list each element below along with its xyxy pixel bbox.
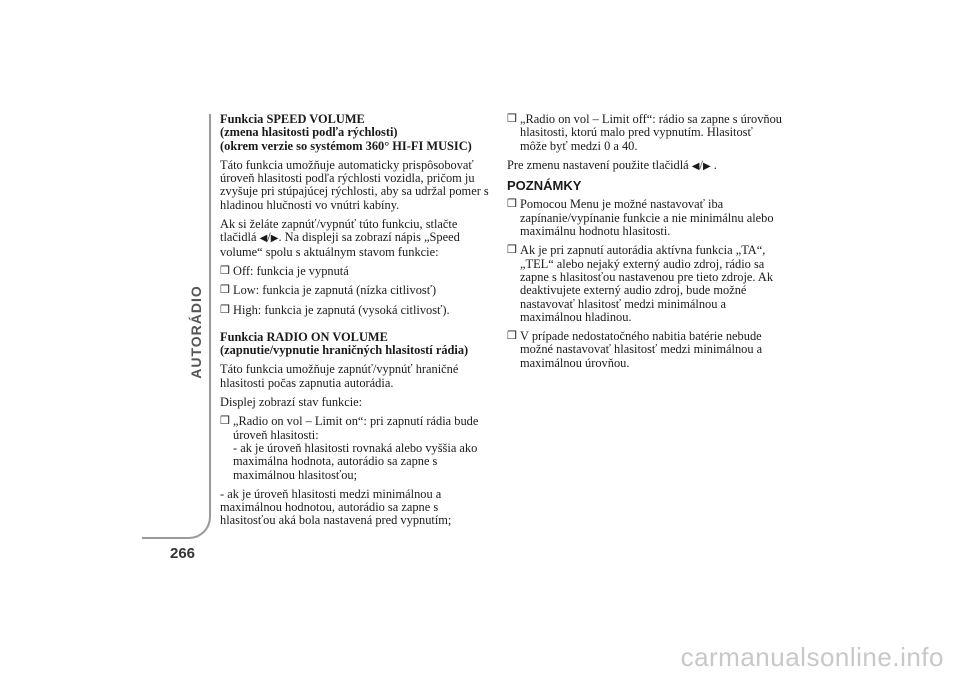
radio-on-volume-heading <box>220 331 495 358</box>
list-item-text: V prípade nedostatočného nabitia batérie nebude možné nastavovať hlasitosť medzi minimálnou a maximálnou úrovňou. <box>520 329 763 370</box>
speed-heading-line: (okrem verzie so systémom 360° HI-FI MUSIC) <box>220 138 472 153</box>
speed-instruction-b: . Na displeji sa zobrazí nápis „Speed volume“ spolu s aktuálnym stavom funkcie: <box>220 230 460 259</box>
speed-instruction-a: Ak si želáte zapnúť/vypnúť túto funkciu, stlačte tlačidlá <box>220 217 458 245</box>
checkbox-bullet-icon: ❒ <box>220 284 230 297</box>
radio-paragraph: Táto funkcia umožňuje zapnúť/vypnúť hraničné hlasitosti počas zapnutia autorádia. <box>220 362 459 390</box>
list-item-subtext: - ak je úroveň hlasitosti rovnaká alebo vyššia ako maximálna hodnota, autorádio sa zapne s maximálnou hlasitosťou; <box>233 440 478 482</box>
speed-instruction <box>220 218 495 259</box>
list-item <box>220 265 495 278</box>
list-item <box>507 244 782 324</box>
radio-status-intro: Displej zobrazí stav funkcie: <box>220 395 363 410</box>
list-item-text: Pomocou Menu je možné nastavovať iba zapínanie/vypínanie funkcie a nie minimálnu alebo maximálnu hodnotu hlasitosti. <box>520 197 774 239</box>
speed-paragraph: Táto funkcia umožňuje automaticky prispôsobovať úroveň hlasitosti podľa rýchlosti vozidla, pričom ju zvyšuje pri stúpajúcej rýchlosti, aby sa udržal pomer s hladinou hlučnosti vo vnútri kabíny. <box>220 157 489 212</box>
checkbox-bullet-icon: ❒ <box>220 415 230 428</box>
checkbox-bullet-icon: ❒ <box>507 113 517 125</box>
arrow-right-icon: ▶ <box>702 160 711 172</box>
list-item <box>507 113 782 153</box>
chapter-side-label: AUTORÁDIO <box>188 285 204 379</box>
list-item <box>220 304 495 317</box>
speed-heading-line: (zmena hlasitosti podľa rýchlosti) <box>220 125 398 140</box>
list-item <box>507 198 782 238</box>
arrow-separator: / <box>699 157 703 172</box>
left-column <box>220 113 495 534</box>
change-settings-paragraph <box>507 159 782 173</box>
checkbox-bullet-icon: ❒ <box>220 303 230 316</box>
radio-paragraph: - ak je úroveň hlasitosti medzi minimálnou a maximálnou hodnotou, autorádio sa zapne s hlasitosťou aká bola nastavená pred vypnutím; <box>220 486 452 528</box>
radio-heading-line: (zapnutie/vypnutie hraničných hlasitostí rádia) <box>220 343 469 358</box>
list-item <box>507 330 782 370</box>
list-item-text: Ak je pri zapnutí autorádia aktívna funkcia „TA“, „TEL“ alebo nejaký externý audio zdroj, rádio sa zapne s hlasitosťou nastavenou pre tieto zdroje. Ak deaktivujete externý audio zdroj, bude možné nastavovať hlasitosť medzi minimálnou a maximálnou hladinou. <box>520 243 774 324</box>
change-settings-end: . <box>713 157 717 172</box>
list-item <box>220 284 495 297</box>
list-item <box>220 415 495 481</box>
radio-heading-line: Funkcia RADIO ON VOLUME <box>220 329 388 344</box>
speed-heading-line: Funkcia SPEED VOLUME <box>220 112 365 126</box>
checkbox-bullet-icon: ❒ <box>220 264 230 277</box>
arrow-left-icon: ◀ <box>259 233 268 245</box>
arrow-separator: / <box>267 230 271 245</box>
list-item-text: Low: funkcia je zapnutá (nízka citlivosť) <box>233 283 437 298</box>
right-column <box>507 113 782 376</box>
page-number: 266 <box>170 545 196 562</box>
checkbox-bullet-icon: ❒ <box>507 244 517 257</box>
change-settings-text: Pre zmenu nastavení použite tlačidlá <box>507 157 689 172</box>
list-item-text: High: funkcia je zapnutá (vysoká citlivosť). <box>233 302 450 317</box>
footer-watermark-url: carmanualsonline.info <box>680 642 944 672</box>
checkbox-bullet-icon: ❒ <box>507 330 517 343</box>
arrow-right-icon: ▶ <box>270 233 279 245</box>
list-item-text: „Radio on vol – Limit off“: rádio sa zapne s úrovňou hlasitosti, ktorú malo pred vypnutím. Hlasitosť môže byť medzi 0 a 40. <box>520 112 782 153</box>
list-item-text: „Radio on vol – Limit on“: pri zapnutí rádia bude úroveň hlasitosti: <box>233 414 479 442</box>
speed-volume-heading <box>220 113 495 153</box>
list-item-text: Off: funkcia je vypnutá <box>233 263 349 278</box>
arrow-left-icon: ◀ <box>691 160 700 172</box>
checkbox-bullet-icon: ❒ <box>507 198 517 211</box>
notes-title: POZNÁMKY <box>507 178 582 194</box>
